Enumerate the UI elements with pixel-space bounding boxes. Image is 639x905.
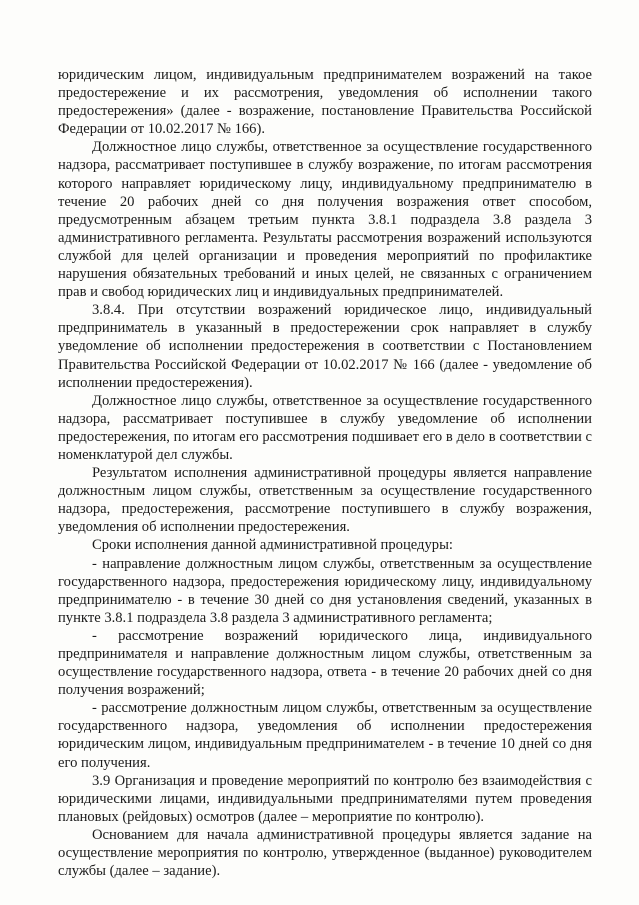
paragraph-3-8-4-notification: 3.8.4. При отсутствии возражений юридическое лицо, индивидуальный предприниматель в указанный в предостережении срок направляет в службу уведомление об исполнении предостережения в соответствии с Постановлением Правительства Российской Федерации от 10.02.2017 № 166 (далее - уведомление об исполнении предостережения). xyxy=(58,302,596,391)
paragraph-3-9-inspections: 3.9 Организация и проведение мероприятий по контролю без взаимодействия с юридическими лицами, индивидуальными предпринимателями путем проведения плановых (рейдовых) осмотров (далее – мероприятие по контролю). xyxy=(58,772,596,825)
list-item-objection-deadline: - рассмотрение возражений юридического лица, индивидуального предпринимателя и направление должностным лицом службы, ответственным за осуществление государственного надзора, ответа - в течение 20 рабочих дней со дня получения возражений; xyxy=(58,627,596,699)
list-item-warning-deadline: - направление должностным лицом службы, ответственным за осуществление государственного надзора, предостережения юридическому лицу, индивидуальному предпринимателю - в течение 30 дней со дня установления сведений, указанных в пункте 3.8.1 подраздела 3.8 раздела 3 административного регламента; xyxy=(58,555,596,626)
list-item-notification-deadline: - рассмотрение должностным лицом службы, ответственным за осуществление государственного надзора, уведомления об исполнении предостережения юридическим лицом, индивидуальным предпринимателем - в течение 10 дней со дня его получения. xyxy=(58,700,596,771)
paragraph-objection-definition: юридическим лицом, индивидуальным предпринимателем возражений на такое предостережение и их рассмотрения, уведомления об исполнении такого предостережения» (далее - возражение, постановление Правительства Российской Федерации от 10.02.2017 № 166). xyxy=(58,67,596,138)
paragraph-objection-review: Должностное лицо службы, ответственное за осуществление государственного надзора, рассматривает поступившее в службу возражение, по итогам рассмотрения которого направляет юридическому лицу, индивидуальному предпринимателю в течение 20 рабочих дней со дня получения возражения ответ способом, предусмотренным абзацем третьим пункта 3.8.1 подраздела 3.8 раздела 3 административного регламента. Результаты рассмотрения возражений используются службой для целей организации и проведения мероприятий по профилактике нарушения обязательных требований и иных целей, не связанных с ограничением прав и свобод юридических лиц и индивидуальных предпринимателей. xyxy=(58,139,596,301)
paragraph-procedure-result: Результатом исполнения административной процедуры является направление должностным лицом службы, ответственным за осуществление государственного надзора, предостережения, рассмотрение поступившего в службу возражения, уведомления об исполнении предостережения. xyxy=(58,465,596,536)
paragraph-deadlines-heading: Сроки исполнения данной административной процедуры: xyxy=(92,537,453,554)
document-body xyxy=(58,66,596,880)
paragraph-notification-review: Должностное лицо службы, ответственное за осуществление государственного надзора, рассматривает поступившее в службу уведомление об исполнении предостережения, по итогам его рассмотрения подшивает его в дело в соответствии с номенклатурой дел службы. xyxy=(58,392,596,463)
paragraph-procedure-basis: Основанием для начала административной процедуры является задание на осуществление мероприятия по контролю, утвержденное (выданное) руководителем службы (далее – задание). xyxy=(58,826,596,880)
